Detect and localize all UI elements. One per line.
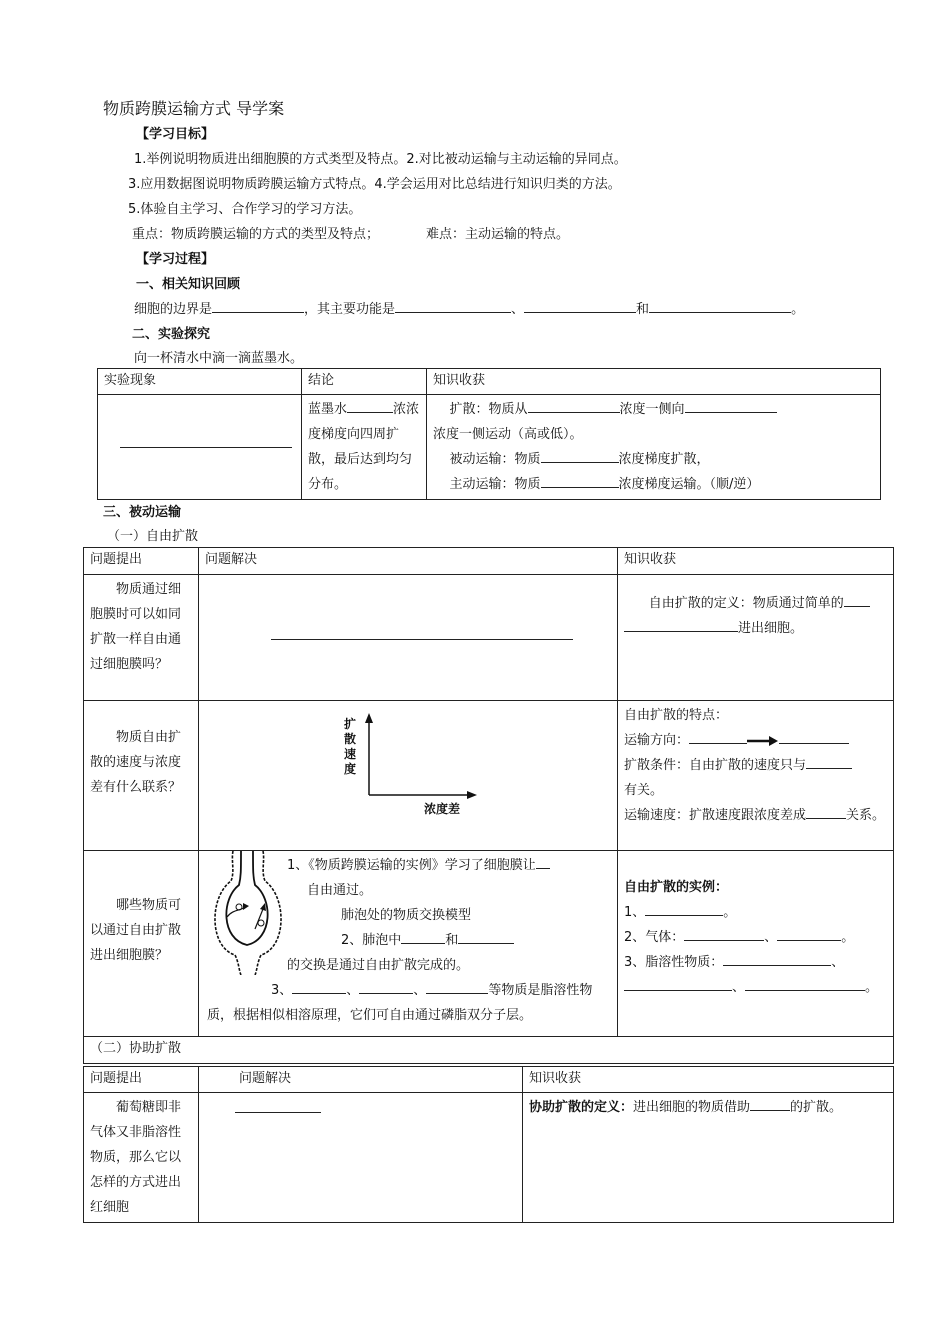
free-s1-cell (199, 575, 618, 701)
goal-line-1: 1.举例说明物质进出细胞膜的方式类型及特点。2.对比被动运输与主动运输的异同点。 (134, 152, 627, 167)
blank-phenomenon[interactable] (120, 447, 292, 448)
blank-alveolus-gas-1[interactable] (401, 929, 445, 944)
free-k1-cell (618, 575, 894, 701)
key-points: 重点：物质跨膜运输的方式的类型及特点； (132, 227, 380, 242)
free-k3-item3-sep2: 、 (732, 980, 746, 995)
free-q2-cell (84, 701, 199, 851)
knowledge-passive-a: 被动运输：物质 (449, 452, 541, 467)
diffusion-speed-graph (199, 701, 605, 845)
review-text-c: 、 (511, 302, 525, 317)
knowledge-diffusion-c: 浓度一侧运动（高或低）。 (433, 427, 583, 442)
conclusion-text-a: 蓝墨水 (308, 402, 348, 417)
blank-speed[interactable] (806, 804, 846, 819)
free-q3-text: 哪些物质可以通过自由扩散进出细胞膜？ (90, 898, 182, 963)
free-k2-title: 自由扩散的特点： (624, 708, 729, 723)
blank-lipid-3[interactable] (426, 979, 488, 994)
assist-q1-text: 葡萄糖即非气体又非脂溶性物质，那么它以怎样的方式进出红细胞 (90, 1100, 182, 1215)
blank-free-pass[interactable] (536, 854, 550, 869)
free-k1-text-b: 进出细胞。 (738, 621, 804, 636)
conclusion-text-c: 浓 (393, 402, 407, 417)
section-2-heading: 二、实验探究 (132, 327, 211, 342)
free-k3-item1: 1、 (624, 905, 646, 920)
free-k1-text-a: 自由扩散的定义：物质通过简单的 (648, 596, 844, 611)
blank-diffusion-from[interactable] (528, 398, 620, 413)
blank-lipid-2[interactable] (359, 979, 413, 994)
blank-lipid-example-2[interactable] (624, 976, 732, 991)
exp-phenomenon-cell (98, 395, 302, 500)
free-k2-condition-b: 有关。 (624, 783, 664, 798)
process-heading: 【学习过程】 (136, 252, 215, 267)
free-s3-line2-b: 和 (445, 933, 459, 948)
graph-x-label: 浓度差 (424, 802, 461, 816)
free-k2-speed-a: 运输速度：扩散速度跟浓度差成 (624, 808, 807, 823)
subsection-free-diffusion: （一）自由扩散 (107, 529, 199, 544)
alveolus-model-caption: 肺泡处的物质交换模型 (341, 908, 472, 923)
free-s3-line3-c: 等物质是脂溶性物 (488, 983, 593, 998)
free-diffusion-table (83, 547, 894, 1064)
free-k3-cell (618, 851, 894, 1037)
blank-lipid-1[interactable] (292, 979, 346, 994)
free-k2-speed-b: 关系。 (846, 808, 886, 823)
blank-free-def-2[interactable] (624, 617, 738, 632)
free-s3-line3-sep2: 、 (413, 983, 427, 998)
free-s2-cell (199, 701, 618, 851)
alveolus-diagram (205, 851, 289, 975)
review-line (134, 298, 804, 317)
blank-direction-from[interactable] (689, 729, 747, 744)
knowledge-passive-b: 浓度梯度扩散， (618, 452, 710, 467)
free-k3-title: 自由扩散的实例： (624, 880, 729, 895)
blank-free-solution-1[interactable] (271, 639, 573, 640)
free-s3-line3-sep1: 、 (346, 983, 360, 998)
blank-assist-carrier[interactable] (750, 1096, 790, 1111)
free-header-knowledge: 知识收获 (618, 548, 894, 575)
blank-diffusion-to[interactable] (685, 398, 777, 413)
free-k3-item3: 3、脂溶性物质： (624, 955, 724, 970)
goals-heading: 【学习目标】 (136, 127, 215, 142)
free-k2-direction-label: 运输方向： (624, 733, 690, 748)
review-text-b: ，其主要功能是 (304, 302, 396, 317)
free-k2-cell (618, 701, 894, 851)
assist-k1-cell (523, 1093, 894, 1223)
arrow-right-icon (747, 735, 779, 747)
difficulty: 难点：主动运输的特点。 (426, 227, 570, 242)
knowledge-diffusion-b: 浓度一侧向 (619, 402, 685, 417)
free-s3-line1 (287, 853, 550, 878)
blank-function-1[interactable] (395, 298, 511, 313)
exp-conclusion-cell (302, 395, 427, 500)
assist-s1-cell (199, 1093, 523, 1223)
blank-free-def-1[interactable] (844, 592, 870, 607)
assist-header-solution: 问题解决 (199, 1067, 523, 1093)
assist-k1-text-a: 进出细胞的物质借助 (633, 1100, 751, 1115)
knowledge-active-b: 浓度梯度运输。（顺/逆） (618, 477, 760, 492)
free-s3-cell (199, 851, 618, 1037)
free-k3-item3-sep1: 、 (831, 955, 845, 970)
blank-lipid-example-3[interactable] (745, 976, 865, 991)
graph-y-label: 扩散速度 (344, 717, 357, 776)
assist-header-knowledge: 知识收获 (523, 1067, 894, 1093)
free-header-solution: 问题解决 (199, 548, 618, 575)
review-text-d: 和 (636, 302, 650, 317)
free-k3-item3-end: 。 (865, 980, 879, 995)
blank-function-2[interactable] (524, 298, 636, 313)
free-k3-item2: 2、气体： (624, 930, 685, 945)
exp-header-knowledge: 知识收获 (427, 369, 881, 395)
free-k2-condition-a: 扩散条件：自由扩散的速度只与 (624, 758, 807, 773)
free-q1-cell (84, 575, 199, 701)
free-s3-line1b: 自由通过。 (307, 883, 373, 898)
subsection-assisted-diffusion: （二）协助扩散 (90, 1041, 182, 1056)
free-q1-text: 物质通过细胞膜时可以如同扩散一样自由通过细胞膜吗？ (90, 582, 182, 672)
free-s3-line2-a: 2、肺泡中 (341, 933, 402, 948)
blank-example-1[interactable] (645, 901, 723, 916)
review-text-a: 细胞的边界是 (134, 302, 213, 317)
section-3-heading: 三、被动运输 (103, 505, 182, 520)
assist-k1-text-b: 的扩散。 (790, 1100, 843, 1115)
knowledge-active-a: 主动运输：物质 (449, 477, 541, 492)
free-k3-item1-end: 。 (723, 905, 737, 920)
blank-assist-solution[interactable] (235, 1112, 321, 1113)
assist-k1-title: 协助扩散的定义： (529, 1100, 634, 1115)
exp-header-conclusion: 结论 (302, 369, 427, 395)
assist-q1-cell (84, 1093, 199, 1223)
section-1-heading: 一、相关知识回顾 (136, 277, 241, 292)
experiment-table (97, 368, 881, 500)
free-s3-line3-a: 3、 (271, 983, 293, 998)
free-s3-line3 (271, 978, 592, 1003)
conclusion-text-b: 浓度梯度向四周扩散，最后达到均匀分布。 (308, 402, 420, 492)
free-q3-cell (84, 851, 199, 1037)
knowledge-diffusion-a: 扩散：物质从 (449, 402, 528, 417)
blank-passive[interactable] (541, 448, 619, 463)
free-k3-item2-sep: 、 (764, 930, 778, 945)
free-q2-text: 物质自由扩散的速度与浓度差有什么联系？ (90, 730, 182, 795)
x-axis-arrow-icon (467, 791, 477, 799)
subsection-assisted-diffusion-cell (84, 1037, 894, 1064)
free-k3-item2-end: 。 (841, 930, 855, 945)
blank-cell-boundary[interactable] (212, 298, 304, 313)
assisted-diffusion-table (83, 1066, 894, 1223)
page-title: 物质跨膜运输方式 导学案 (103, 99, 285, 118)
free-s3-line3d: 质，根据相似相溶原理，它们可自由通过磷脂双分子层。 (207, 1008, 533, 1023)
blank-condition[interactable] (806, 754, 852, 769)
goal-line-2: 3.应用数据图说明物质跨膜运输方式特点。4.学会运用对比总结进行知识归类的方法。 (128, 177, 621, 192)
exp-knowledge-cell (427, 395, 881, 500)
blank-function-3[interactable] (649, 298, 791, 313)
blank-lipid-example-1[interactable] (723, 951, 831, 966)
exp-header-phenomenon: 实验现象 (98, 369, 302, 395)
free-s3-line1-text: 1、《物质跨膜运输的实例》学习了细胞膜让 (287, 858, 536, 873)
blank-direction-to[interactable] (779, 729, 849, 744)
free-header-question: 问题提出 (84, 548, 199, 575)
blank-gas-1[interactable] (684, 926, 764, 941)
experiment-intro: 向一杯清水中滴一滴蓝墨水。 (134, 351, 304, 366)
blank-alveolus-gas-2[interactable] (458, 929, 514, 944)
y-axis-arrow-icon (365, 713, 373, 723)
review-text-e: 。 (791, 302, 805, 317)
blank-conclusion[interactable] (347, 398, 393, 413)
blank-gas-2[interactable] (777, 926, 841, 941)
goal-line-3: 5.体验自主学习、合作学习的学习方法。 (128, 202, 362, 217)
free-s3-line2c: 的交换是通过自由扩散完成的。 (287, 958, 470, 973)
blank-active[interactable] (541, 473, 619, 488)
free-s3-line2 (341, 928, 514, 953)
assist-header-question: 问题提出 (84, 1067, 199, 1093)
